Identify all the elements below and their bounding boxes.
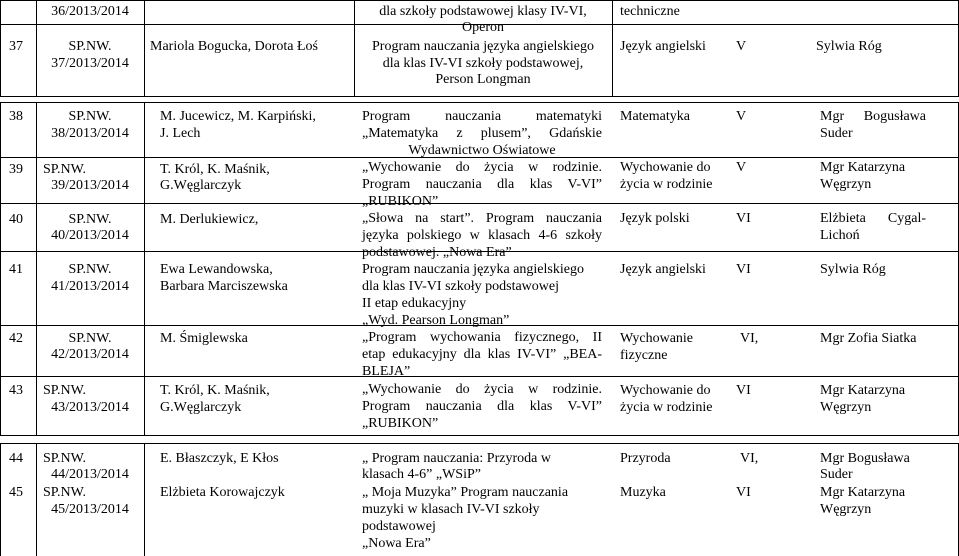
program-line: „Wychowanie do życia w rodzinie.: [362, 382, 602, 397]
program-line: „RUBIKON”: [362, 416, 439, 431]
authors-cell: J. Lech: [160, 126, 201, 141]
row-code: SP.NW.: [43, 485, 87, 500]
classes-cell: VI: [736, 262, 751, 277]
subject-cell: Wychowanie do: [620, 383, 711, 398]
program-line: podstawowej: [362, 519, 436, 534]
classes-cell: VI,: [740, 331, 759, 346]
program-line: języka polskiego w klasach 4-6 szkoły: [362, 228, 602, 243]
classes-cell: V: [736, 160, 747, 175]
teacher-cell: Mgr Katarzyna: [820, 383, 906, 398]
subject-cell: Wychowanie: [620, 331, 694, 346]
teacher-cell: Węgrzyn: [820, 177, 872, 192]
program-line: podstawowej. „Nowa Era”: [362, 245, 512, 260]
row-code: 42/2013/2014: [51, 347, 129, 362]
teacher-cell: Suder: [820, 126, 853, 141]
authors-cell: Ewa Lewandowska,: [160, 262, 273, 277]
row-number: 37: [9, 39, 23, 54]
authors-cell: M. Jucewicz, M. Karpiński,: [160, 109, 316, 124]
subject-cell: Język angielski: [620, 39, 706, 54]
program-line: Operon: [462, 20, 504, 35]
program-line: BLEJA”: [362, 364, 411, 379]
row-number: 44: [9, 451, 23, 466]
classes-cell: VI: [736, 211, 751, 226]
authors-cell: Elżbieta Korowajczyk: [160, 485, 285, 500]
row-number: 40: [9, 212, 23, 227]
program-line: Program nauczania języka angielskiego: [362, 262, 584, 277]
program-line: Program nauczania dla klas V-VI”: [362, 177, 602, 192]
row-code: SP.NW.: [68, 212, 112, 227]
subject-cell: Muzyka: [620, 485, 666, 500]
subject-cell: Język angielski: [620, 262, 706, 277]
subject-cell: Język polski: [620, 211, 690, 226]
authors-cell: G.Węglarczyk: [160, 178, 242, 193]
teacher-cell: Sylwia Róg: [816, 39, 882, 54]
program-line: Wydawnictwo Oświatowe: [408, 143, 556, 158]
row-code: 37/2013/2014: [51, 56, 129, 71]
subject-cell: Matematyka: [620, 109, 690, 124]
teacher-cell: Węgrzyn: [820, 502, 872, 517]
program-line: muzyki w klasach IV-VI szkoły: [362, 502, 540, 517]
row-code: SP.NW.: [43, 451, 87, 466]
row-code: SP.NW.: [68, 262, 112, 277]
row-code: 38/2013/2014: [51, 126, 129, 141]
program-line: „Wychowanie do życia w rodzinie.: [362, 160, 602, 175]
subject-cell: życia w rodzinie: [620, 177, 713, 192]
row-number: 41: [9, 262, 23, 277]
teacher-cell: Mgr Katarzyna: [820, 485, 906, 500]
row-code: SP.NW.: [43, 383, 87, 398]
teacher-cell: Mgr Katarzyna: [820, 160, 906, 175]
row-code: 43/2013/2014: [51, 400, 129, 415]
row-number: 38: [9, 109, 23, 124]
program-line: „ Program nauczania: Przyroda w: [362, 451, 551, 466]
authors-cell: Mariola Bogucka, Dorota Łoś: [150, 39, 318, 54]
program-line: „RUBIKON”: [362, 194, 439, 209]
row-code: 41/2013/2014: [51, 279, 129, 294]
program-line: klasach 4-6” „WSiP”: [362, 467, 481, 482]
teacher-cell: Sylwia Róg: [820, 262, 886, 277]
program-line: „Wyd. Pearson Longman”: [362, 313, 510, 328]
authors-cell: E. Błaszczyk, E Kłos: [160, 451, 279, 466]
row-code: SP.NW.: [43, 162, 87, 177]
row-number: 45: [9, 485, 23, 500]
program-line: Program nauczania matematyki: [362, 109, 602, 124]
program-line: „ Moja Muzyka” Program nauczania: [362, 485, 569, 500]
teacher-cell: Mgr Zofia Siatka: [820, 331, 917, 346]
program-line: „Nowa Era”: [362, 536, 431, 551]
program-line: Person Longman: [435, 72, 531, 87]
row-number: 42: [9, 331, 23, 346]
classes-cell: VI,: [740, 451, 759, 466]
row-code: 44/2013/2014: [51, 467, 129, 482]
teacher-cell: Elżbieta Cygal-: [820, 211, 926, 226]
classes-cell: VI: [736, 383, 751, 398]
row-number: 43: [9, 383, 23, 398]
authors-cell: T. Król, K. Maśnik,: [160, 162, 270, 177]
subject-cell: techniczne: [620, 4, 680, 19]
classes-cell: V: [736, 109, 747, 124]
classes-cell: V: [736, 39, 747, 54]
teacher-cell: Węgrzyn: [820, 400, 872, 415]
teacher-cell: Mgr Bogusława: [820, 451, 910, 466]
subject-cell: fizyczne: [620, 348, 668, 363]
classes-cell: VI: [736, 485, 751, 500]
program-line: dla klas IV-VI szkoły podstawowej,: [382, 56, 584, 71]
teacher-cell: Mgr Bogusława: [820, 109, 926, 124]
row-code: SP.NW.: [68, 109, 112, 124]
authors-cell: M. Śmiglewska: [160, 331, 248, 346]
program-line: Program nauczania dla klas V-VI”: [362, 399, 602, 414]
subject-cell: Przyroda: [620, 451, 671, 466]
program-line: „Słowa na start”. Program nauczania: [362, 211, 602, 226]
teacher-cell: Lichoń: [820, 228, 860, 243]
program-line: II etap edukacyjny: [362, 296, 467, 311]
subject-cell: Wychowanie do: [620, 160, 711, 175]
program-line: „Matematyka z plusem”, Gdańskie: [362, 126, 602, 141]
row-code: 40/2013/2014: [51, 228, 129, 243]
program-line: etap edukacyjny dla klas IV-VI” „BEA-: [362, 347, 602, 362]
row-code: 36/2013/2014: [51, 4, 129, 19]
row-code: 45/2013/2014: [51, 502, 129, 517]
row-number: 39: [9, 162, 23, 177]
subject-cell: życia w rodzinie: [620, 400, 713, 415]
program-line: „Program wychowania fizycznego, II: [362, 330, 602, 345]
program-line: dla klas IV-VI szkoły podstawowej: [362, 279, 560, 294]
authors-cell: G.Węglarczyk: [160, 400, 242, 415]
authors-cell: M. Derlukiewicz,: [160, 212, 259, 227]
teacher-cell: Suder: [820, 467, 853, 482]
row-code: SP.NW.: [68, 331, 112, 346]
authors-cell: Barbara Marciszewska: [160, 279, 288, 294]
row-code: SP.NW.: [68, 39, 112, 54]
program-line: dla szkoły podstawowej klasy IV-VI,: [379, 4, 587, 19]
authors-cell: T. Król, K. Maśnik,: [160, 383, 270, 398]
row-code: 39/2013/2014: [51, 178, 129, 193]
program-line: Program nauczania języka angielskiego: [372, 39, 594, 54]
